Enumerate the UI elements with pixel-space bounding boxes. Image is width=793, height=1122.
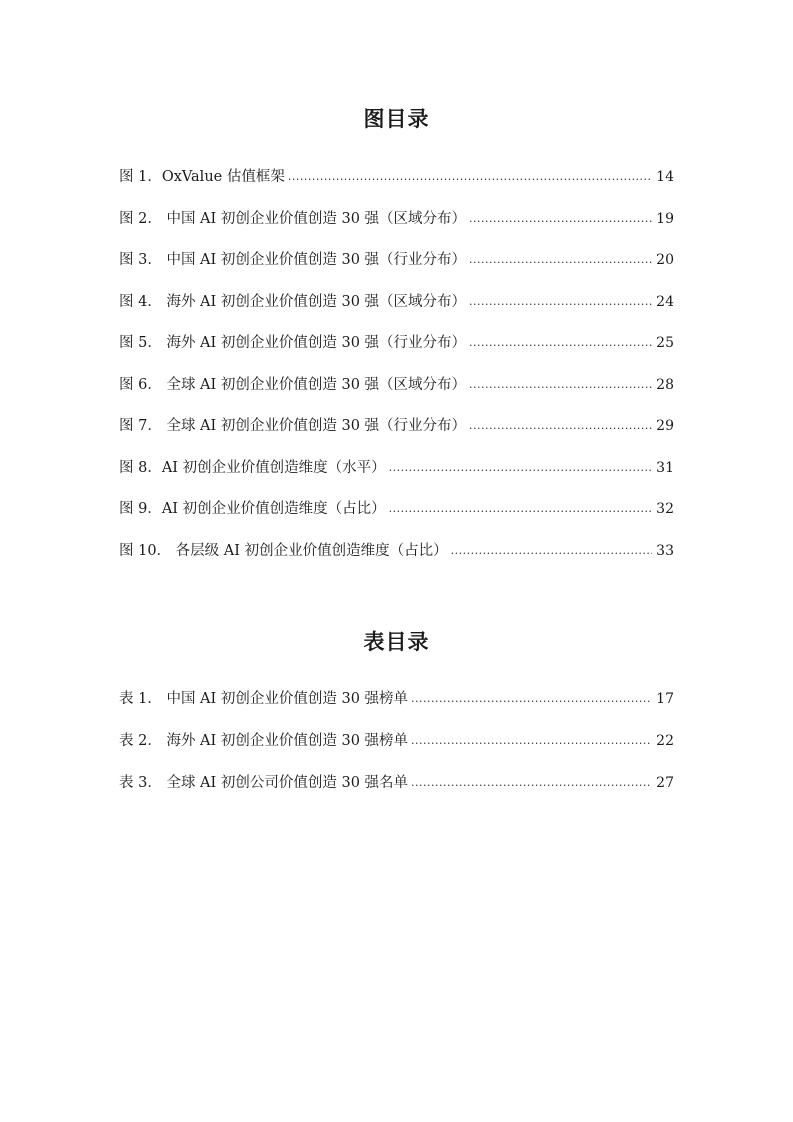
table-entry-page: 27: [656, 775, 674, 791]
figure-entry-label: 图 3． 中国 AI 初创企业价值创造 30 强（行业分布）: [119, 252, 467, 268]
figure-entry-page: 19: [656, 210, 674, 227]
dot-leader: [469, 416, 652, 436]
figure-entry[interactable]: [119, 375, 674, 395]
figure-entry-label: 图 7． 全球 AI 初创企业价值创造 30 强（行业分布）: [119, 418, 467, 434]
dot-leader: [288, 167, 652, 187]
figure-entry[interactable]: [119, 250, 674, 270]
figure-entry-page: 31: [656, 459, 674, 476]
dot-leader: [469, 375, 652, 395]
figure-entry-label: 图 10． 各层级 AI 初创企业价值创造维度（占比）: [119, 542, 448, 559]
figure-list: [119, 167, 674, 582]
dot-leader: [411, 689, 652, 709]
figure-entry-page: 29: [656, 418, 674, 434]
table-entry[interactable]: [119, 689, 674, 709]
figure-entry-label: 图 1．OxValue 估值框架: [119, 169, 285, 185]
table-list: [119, 689, 674, 815]
table-entry-label: 表 3． 全球 AI 初创公司价值创造 30 强名单: [119, 775, 409, 791]
figure-entry-page: 33: [656, 542, 674, 559]
figure-entry-page: 20: [656, 252, 674, 268]
figure-list-title: 图目录: [363, 107, 430, 131]
table-entry-label: 表 2． 海外 AI 初创企业价值创造 30 强榜单: [119, 733, 409, 749]
figure-entry-label: 图 5． 海外 AI 初创企业价值创造 30 强（行业分布）: [119, 335, 467, 351]
dot-leader: [451, 541, 653, 561]
table-entry-page: 17: [656, 691, 674, 707]
dot-leader: [469, 292, 652, 312]
figure-entry-page: 32: [656, 501, 674, 517]
figure-entry-label: 图 8．AI 初创企业价值创造维度（水平）: [119, 459, 386, 476]
figure-entry-page: 14: [656, 169, 674, 185]
figure-entry-page: 25: [656, 335, 674, 351]
table-entry[interactable]: [119, 773, 674, 793]
figure-entry[interactable]: [119, 167, 674, 187]
figure-entry[interactable]: [119, 292, 674, 312]
figure-entry-page: 24: [656, 293, 674, 310]
figure-entry-label: 图 2． 中国 AI 初创企业价值创造 30 强（区域分布）: [119, 210, 467, 227]
table-entry[interactable]: [119, 731, 674, 751]
figure-entry[interactable]: [119, 458, 674, 478]
figure-entry-label: 图 4． 海外 AI 初创企业价值创造 30 强（区域分布）: [119, 293, 467, 310]
figure-entry[interactable]: [119, 333, 674, 353]
figure-entry[interactable]: [119, 541, 674, 561]
table-entry-label: 表 1． 中国 AI 初创企业价值创造 30 强榜单: [119, 691, 409, 707]
dot-leader: [389, 499, 653, 519]
figure-entry-label: 图 6． 全球 AI 初创企业价值创造 30 强（区域分布）: [119, 376, 467, 393]
figure-entry[interactable]: [119, 209, 674, 229]
figure-entry[interactable]: [119, 416, 674, 436]
table-list-title: 表目录: [363, 630, 430, 654]
dot-leader: [469, 250, 652, 270]
dot-leader: [389, 458, 653, 478]
table-entry-page: 22: [656, 733, 674, 749]
figure-entry-label: 图 9．AI 初创企业价值创造维度（占比）: [119, 501, 386, 517]
dot-leader: [469, 209, 652, 229]
dot-leader: [411, 773, 652, 793]
figure-entry[interactable]: [119, 499, 674, 519]
dot-leader: [411, 731, 652, 751]
figure-entry-page: 28: [656, 376, 674, 393]
dot-leader: [469, 333, 652, 353]
